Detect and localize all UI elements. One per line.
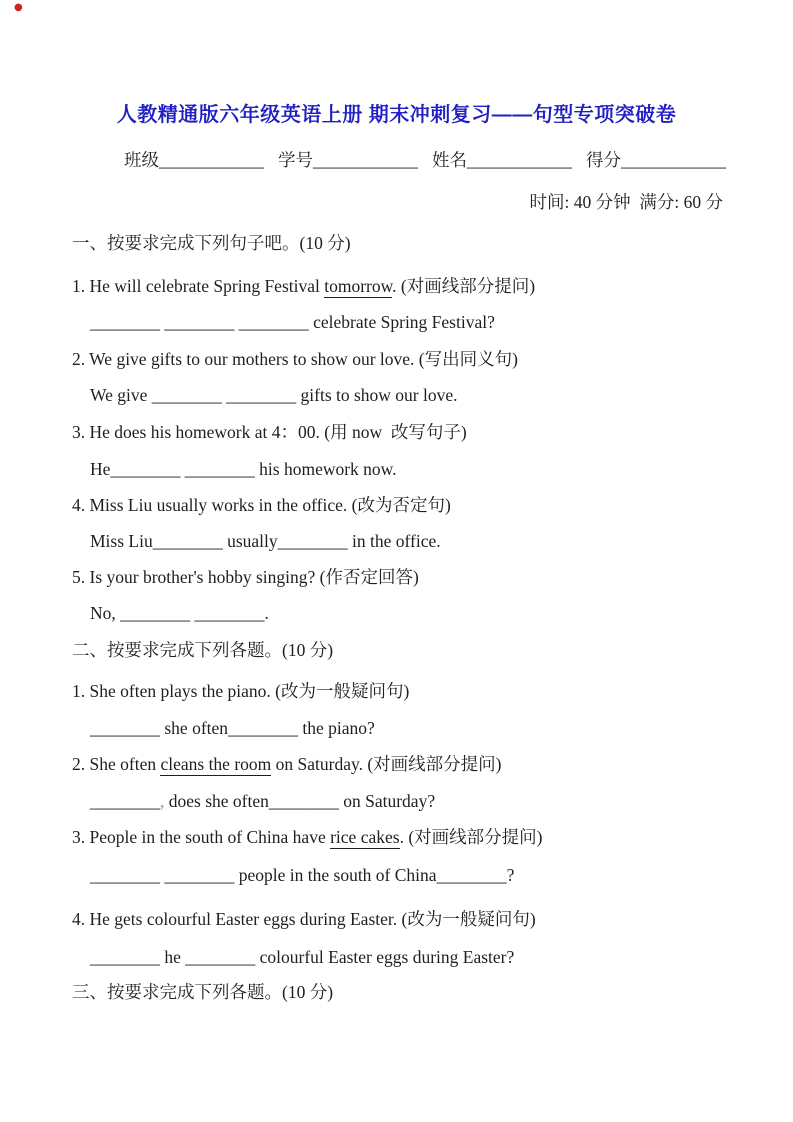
header-fields-row [124, 149, 726, 171]
score-blank: ____________ [621, 150, 726, 170]
section2-question-1: 1. She often plays the piano. (改为一般疑问句) [72, 681, 410, 701]
underlined-phrase: tomorrow [324, 276, 393, 296]
name-label: 姓名 [432, 150, 467, 170]
section1-answer-4: Miss Liu________ usually________ in the office. [90, 531, 441, 551]
name-blank: ____________ [467, 150, 572, 170]
section2-answer-2 [90, 790, 435, 812]
class-blank: ____________ [159, 150, 264, 170]
question-instruction: on Saturday. (对画线部分提问) [271, 754, 502, 774]
student-number-field [278, 149, 418, 171]
score-label: 得分 [586, 150, 621, 170]
section1-question-1 [72, 275, 535, 297]
section2-question-2 [72, 753, 502, 775]
page-title: 人教精通版六年级英语上册 期末冲刺复习——句型专项突破卷 [116, 104, 677, 126]
time-score-note: 时间: 40 分钟 满分: 60 分 [529, 192, 723, 212]
section1-answer-5: No, ________ ________. [90, 603, 269, 623]
question-text: 2. She often [72, 754, 161, 774]
section1-answer-3: He________ ________ his homework now. [90, 459, 397, 479]
question-instruction: . (对画线部分提问) [392, 276, 536, 296]
stray-mark: , [160, 791, 165, 811]
section1-question-3: 3. He does his homework at 4：00. (用 now 改写句子) [72, 422, 467, 442]
section2-heading: 二、按要求完成下列各题。(10 分) [72, 640, 334, 660]
section2-answer-4: ________ he ________ colourful Easter eggs during Easter? [90, 947, 515, 967]
section2-answer-3: ________ ________ people in the south of China________? [90, 865, 515, 885]
student-number-label: 学号 [278, 150, 313, 170]
underlined-phrase: rice cakes [330, 827, 400, 847]
student-number-blank: ____________ [313, 150, 418, 170]
question-instruction: . (对画线部分提问) [399, 827, 543, 847]
corner-mark-icon: ● [14, 2, 23, 13]
section1-answer-1: ________ ________ ________ celebrate Spring Festival? [90, 312, 495, 332]
class-field [124, 149, 264, 171]
section1-question-2: 2. We give gifts to our mothers to show our love. (写出同义句) [72, 349, 518, 369]
name-field [432, 149, 572, 171]
section1-question-5: 5. Is your brother's hobby singing? (作否定回答) [72, 567, 419, 587]
section3-heading: 三、按要求完成下列各题。(10 分) [72, 982, 334, 1002]
question-text: 3. People in the south of China have [72, 827, 331, 847]
section2-answer-1: ________ she often________ the piano? [90, 718, 375, 738]
class-label: 班级 [124, 150, 159, 170]
score-field [586, 149, 726, 171]
section1-heading: 一、按要求完成下列句子吧。(10 分) [72, 233, 351, 253]
section1-question-4: 4. Miss Liu usually works in the office. (改为否定句) [72, 495, 451, 515]
answer-blank: ________ [90, 791, 160, 811]
section1-answer-2: We give ________ ________ gifts to show our love. [90, 385, 458, 405]
section2-question-4: 4. He gets colourful Easter eggs during Easter. (改为一般疑问句) [72, 909, 536, 929]
answer-text: does she often________ on Saturday? [164, 791, 436, 811]
section2-question-3 [72, 826, 542, 848]
underlined-phrase: cleans the room [160, 754, 272, 774]
question-text: 1. He will celebrate Spring Festival [72, 276, 325, 296]
